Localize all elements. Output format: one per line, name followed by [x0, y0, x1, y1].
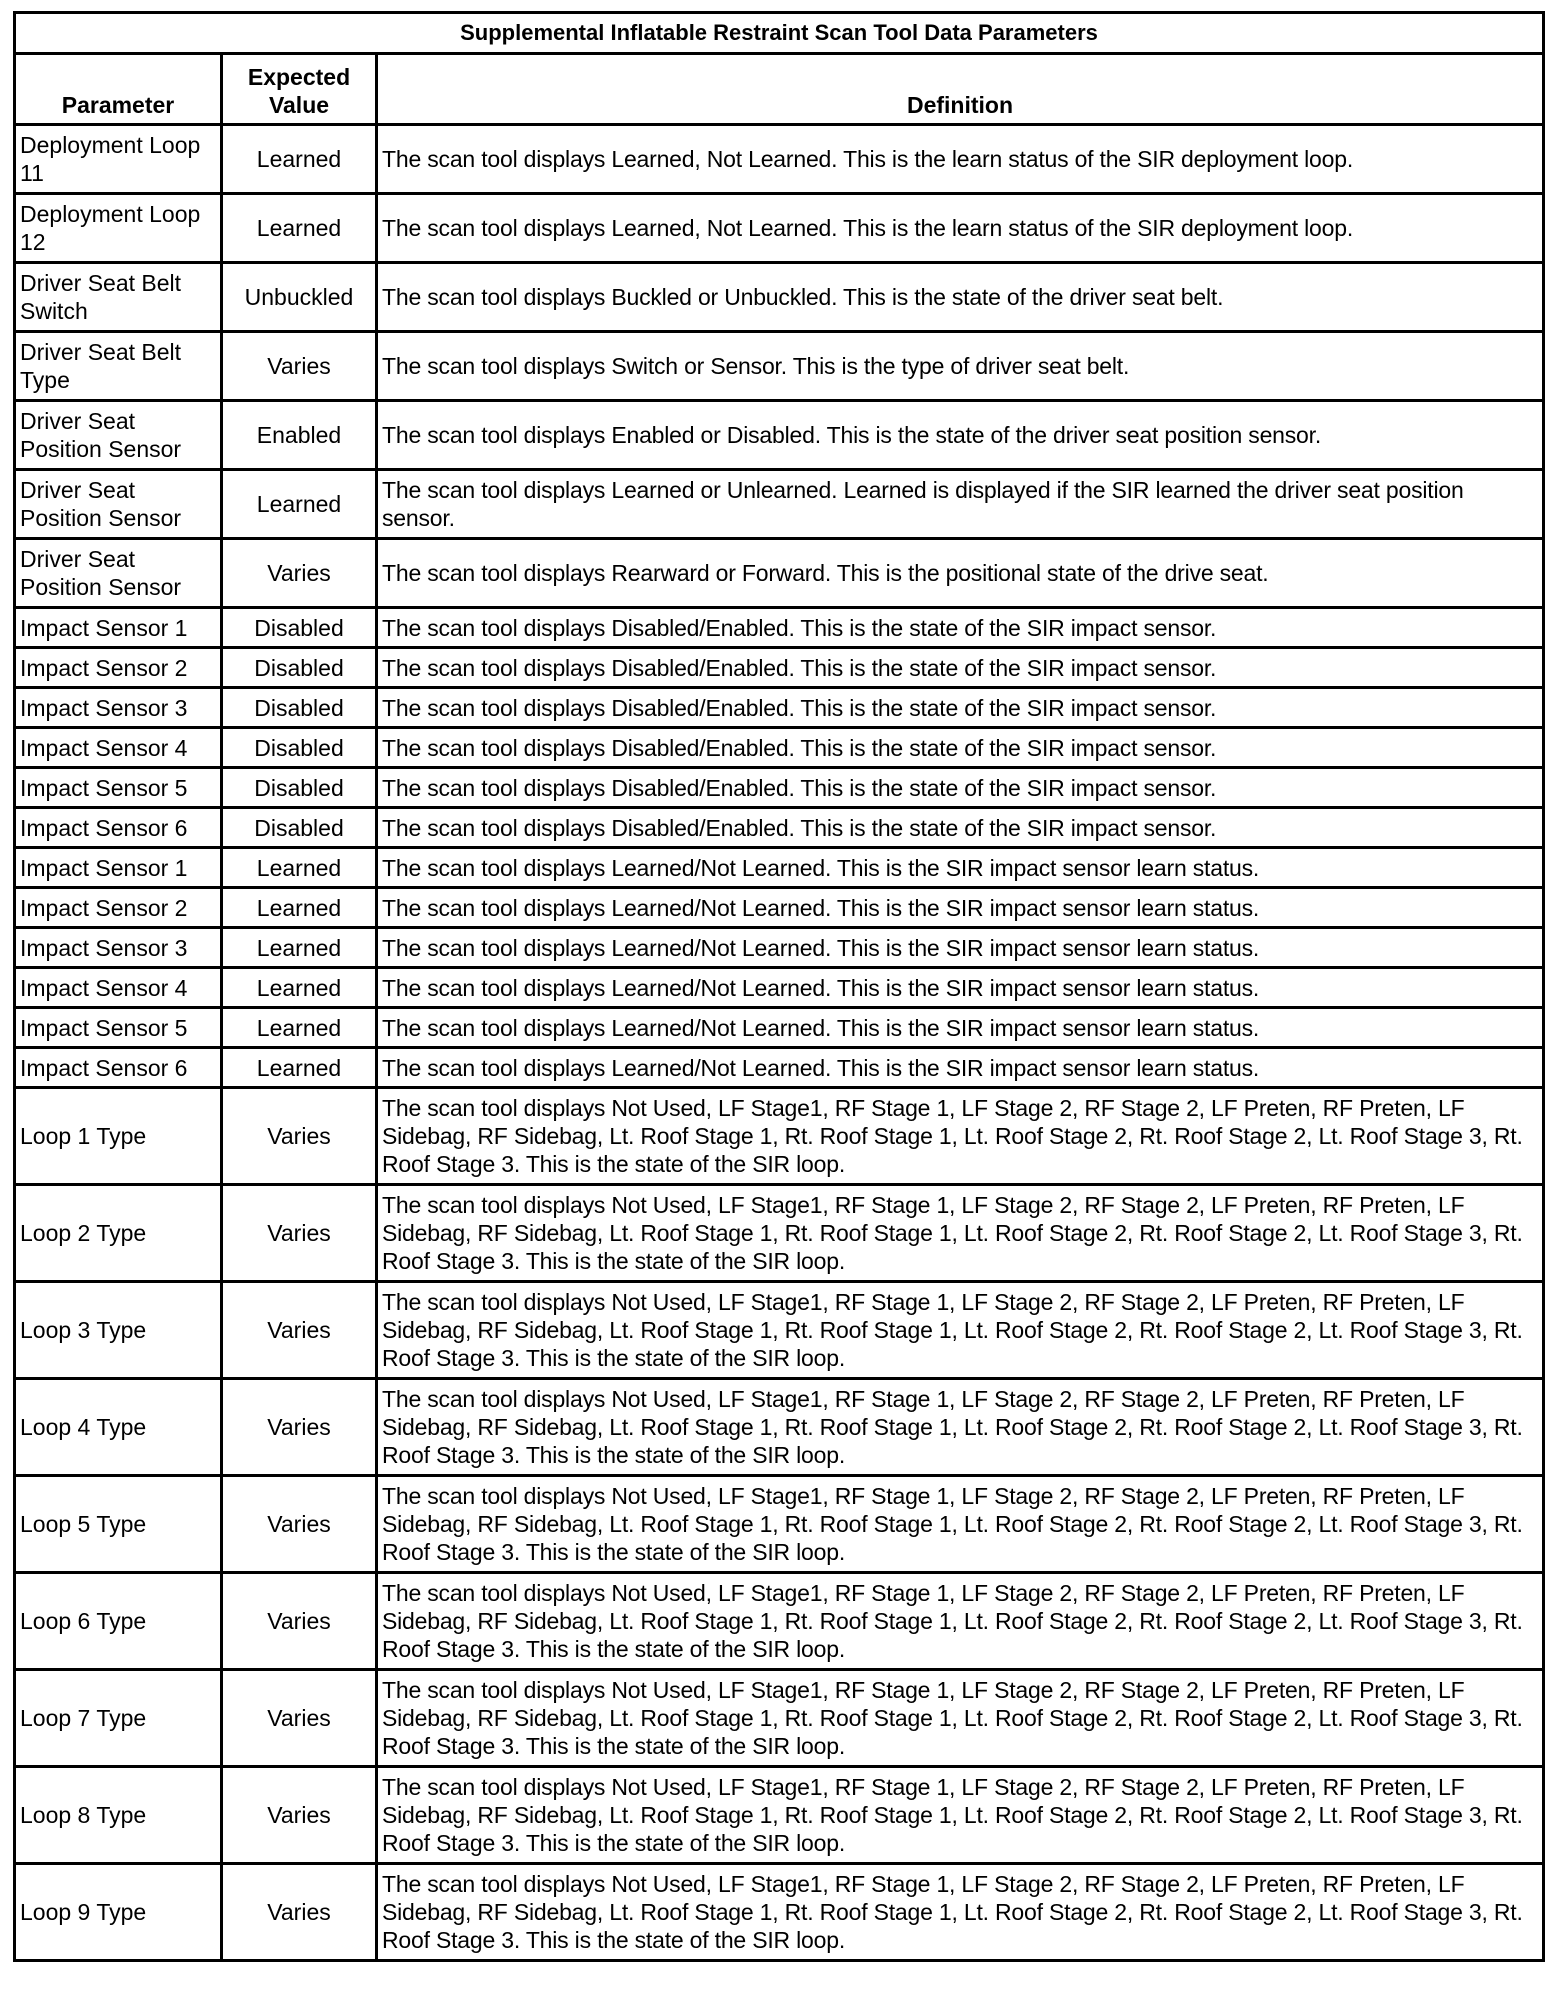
table-row	[15, 1476, 1544, 1573]
table-row	[15, 968, 1544, 1008]
definition-cell: The scan tool displays Learned or Unlearned. Learned is displayed if the SIR learned the driver seat position sensor.	[377, 470, 1544, 539]
parameter-cell: Impact Sensor 2	[15, 648, 222, 688]
expected-value-cell: Varies	[222, 1670, 377, 1767]
expected-value-cell: Disabled	[222, 648, 377, 688]
parameter-cell: Impact Sensor 2	[15, 888, 222, 928]
expected-value-cell: Learned	[222, 125, 377, 194]
definition-cell: The scan tool displays Learned/Not Learned. This is the SIR impact sensor learn status.	[377, 888, 1544, 928]
table-title: Supplemental Inflatable Restraint Scan Tool Data Parameters	[15, 13, 1544, 54]
table-row	[15, 728, 1544, 768]
table-row	[15, 688, 1544, 728]
definition-cell: The scan tool displays Switch or Sensor. This is the type of driver seat belt.	[377, 332, 1544, 401]
expected-value-cell: Varies	[222, 1185, 377, 1282]
definition-cell: The scan tool displays Not Used, LF Stage1, RF Stage 1, LF Stage 2, RF Stage 2, LF Preten, RF Preten, LF Sidebag, RF Sidebag, Lt. Roof Stage 1, Rt. Roof Stage 1, Lt. Roof Stage 2, Rt. Roof Stage 2, Lt. Roof Stage 3, Rt. Roof Stage 3. This is the state of the SIR loop.	[377, 1282, 1544, 1379]
parameter-cell: Impact Sensor 1	[15, 608, 222, 648]
definition-cell: The scan tool displays Disabled/Enabled. This is the state of the SIR impact sensor.	[377, 728, 1544, 768]
parameter-cell: Driver Seat Position Sensor	[15, 470, 222, 539]
definition-cell: The scan tool displays Not Used, LF Stage1, RF Stage 1, LF Stage 2, RF Stage 2, LF Preten, RF Preten, LF Sidebag, RF Sidebag, Lt. Roof Stage 1, Rt. Roof Stage 1, Lt. Roof Stage 2, Rt. Roof Stage 2, Lt. Roof Stage 3, Rt. Roof Stage 3. This is the state of the SIR loop.	[377, 1573, 1544, 1670]
parameter-cell: Deployment Loop 11	[15, 125, 222, 194]
parameter-cell: Impact Sensor 5	[15, 768, 222, 808]
table-row	[15, 1379, 1544, 1476]
table-row	[15, 263, 1544, 332]
expected-value-cell: Unbuckled	[222, 263, 377, 332]
table-row	[15, 608, 1544, 648]
definition-cell: The scan tool displays Not Used, LF Stage1, RF Stage 1, LF Stage 2, RF Stage 2, LF Preten, RF Preten, LF Sidebag, RF Sidebag, Lt. Roof Stage 1, Rt. Roof Stage 1, Lt. Roof Stage 2, Rt. Roof Stage 2, Lt. Roof Stage 3, Rt. Roof Stage 3. This is the state of the SIR loop.	[377, 1864, 1544, 1961]
expected-value-cell: Varies	[222, 1767, 377, 1864]
parameter-cell: Loop 2 Type	[15, 1185, 222, 1282]
table-row	[15, 1670, 1544, 1767]
table-row	[15, 539, 1544, 608]
expected-value-cell: Learned	[222, 928, 377, 968]
expected-value-cell: Disabled	[222, 688, 377, 728]
table-row	[15, 1864, 1544, 1961]
parameter-cell: Impact Sensor 1	[15, 848, 222, 888]
definition-cell: The scan tool displays Not Used, LF Stage1, RF Stage 1, LF Stage 2, RF Stage 2, LF Preten, RF Preten, LF Sidebag, RF Sidebag, Lt. Roof Stage 1, Rt. Roof Stage 1, Lt. Roof Stage 2, Rt. Roof Stage 2, Lt. Roof Stage 3, Rt. Roof Stage 3. This is the state of the SIR loop.	[377, 1379, 1544, 1476]
table-row	[15, 1008, 1544, 1048]
table-body	[15, 125, 1544, 1961]
scan-tool-data-table	[13, 11, 1545, 1962]
parameter-cell: Impact Sensor 4	[15, 968, 222, 1008]
definition-cell: The scan tool displays Disabled/Enabled. This is the state of the SIR impact sensor.	[377, 688, 1544, 728]
definition-cell: The scan tool displays Buckled or Unbuckled. This is the state of the driver seat belt.	[377, 263, 1544, 332]
definition-cell: The scan tool displays Learned, Not Learned. This is the learn status of the SIR deployment loop.	[377, 125, 1544, 194]
parameter-cell: Impact Sensor 4	[15, 728, 222, 768]
expected-value-cell: Disabled	[222, 768, 377, 808]
expected-value-cell: Varies	[222, 1088, 377, 1185]
table-row	[15, 125, 1544, 194]
table-row	[15, 848, 1544, 888]
definition-cell: The scan tool displays Disabled/Enabled. This is the state of the SIR impact sensor.	[377, 608, 1544, 648]
definition-cell: The scan tool displays Learned/Not Learned. This is the SIR impact sensor learn status.	[377, 968, 1544, 1008]
parameter-cell: Driver Seat Belt Switch	[15, 263, 222, 332]
expected-value-cell: Varies	[222, 1476, 377, 1573]
expected-value-cell: Varies	[222, 1573, 377, 1670]
header-parameter: Parameter	[15, 54, 222, 125]
table-row	[15, 194, 1544, 263]
expected-value-cell: Varies	[222, 539, 377, 608]
parameter-cell: Loop 9 Type	[15, 1864, 222, 1961]
definition-cell: The scan tool displays Disabled/Enabled. This is the state of the SIR impact sensor.	[377, 768, 1544, 808]
expected-value-cell: Enabled	[222, 401, 377, 470]
definition-cell: The scan tool displays Disabled/Enabled. This is the state of the SIR impact sensor.	[377, 808, 1544, 848]
parameter-cell: Impact Sensor 5	[15, 1008, 222, 1048]
parameter-cell: Loop 8 Type	[15, 1767, 222, 1864]
header-definition: Definition	[377, 54, 1544, 125]
definition-cell: The scan tool displays Not Used, LF Stage1, RF Stage 1, LF Stage 2, RF Stage 2, LF Preten, RF Preten, LF Sidebag, RF Sidebag, Lt. Roof Stage 1, Rt. Roof Stage 1, Lt. Roof Stage 2, Rt. Roof Stage 2, Lt. Roof Stage 3, Rt. Roof Stage 3. This is the state of the SIR loop.	[377, 1670, 1544, 1767]
expected-value-cell: Learned	[222, 848, 377, 888]
expected-value-cell: Learned	[222, 1048, 377, 1088]
table-row	[15, 888, 1544, 928]
header-expected-value: Expected Value	[222, 54, 377, 125]
parameter-cell: Loop 1 Type	[15, 1088, 222, 1185]
expected-value-cell: Learned	[222, 1008, 377, 1048]
definition-cell: The scan tool displays Not Used, LF Stage1, RF Stage 1, LF Stage 2, RF Stage 2, LF Preten, RF Preten, LF Sidebag, RF Sidebag, Lt. Roof Stage 1, Rt. Roof Stage 1, Lt. Roof Stage 2, Rt. Roof Stage 2, Lt. Roof Stage 3, Rt. Roof Stage 3. This is the state of the SIR loop.	[377, 1088, 1544, 1185]
table-row	[15, 332, 1544, 401]
parameter-cell: Loop 3 Type	[15, 1282, 222, 1379]
parameter-cell: Impact Sensor 3	[15, 928, 222, 968]
expected-value-cell: Learned	[222, 194, 377, 263]
table-row	[15, 1573, 1544, 1670]
parameter-cell: Driver Seat Position Sensor	[15, 401, 222, 470]
table-row	[15, 648, 1544, 688]
expected-value-cell: Varies	[222, 332, 377, 401]
table-row	[15, 1088, 1544, 1185]
table-row	[15, 401, 1544, 470]
table-row	[15, 1767, 1544, 1864]
expected-value-cell: Learned	[222, 968, 377, 1008]
parameter-cell: Loop 4 Type	[15, 1379, 222, 1476]
definition-cell: The scan tool displays Not Used, LF Stage1, RF Stage 1, LF Stage 2, RF Stage 2, LF Preten, RF Preten, LF Sidebag, RF Sidebag, Lt. Roof Stage 1, Rt. Roof Stage 1, Lt. Roof Stage 2, Rt. Roof Stage 2, Lt. Roof Stage 3, Rt. Roof Stage 3. This is the state of the SIR loop.	[377, 1185, 1544, 1282]
definition-cell: The scan tool displays Not Used, LF Stage1, RF Stage 1, LF Stage 2, RF Stage 2, LF Preten, RF Preten, LF Sidebag, RF Sidebag, Lt. Roof Stage 1, Rt. Roof Stage 1, Lt. Roof Stage 2, Rt. Roof Stage 2, Lt. Roof Stage 3, Rt. Roof Stage 3. This is the state of the SIR loop.	[377, 1767, 1544, 1864]
definition-cell: The scan tool displays Learned/Not Learned. This is the SIR impact sensor learn status.	[377, 848, 1544, 888]
definition-cell: The scan tool displays Rearward or Forward. This is the positional state of the drive seat.	[377, 539, 1544, 608]
definition-cell: The scan tool displays Disabled/Enabled. This is the state of the SIR impact sensor.	[377, 648, 1544, 688]
definition-cell: The scan tool displays Learned/Not Learned. This is the SIR impact sensor learn status.	[377, 1008, 1544, 1048]
expected-value-cell: Disabled	[222, 728, 377, 768]
table-row	[15, 1048, 1544, 1088]
parameter-cell: Driver Seat Belt Type	[15, 332, 222, 401]
table-row	[15, 1185, 1544, 1282]
expected-value-cell: Learned	[222, 470, 377, 539]
parameter-cell: Loop 5 Type	[15, 1476, 222, 1573]
parameter-cell: Loop 7 Type	[15, 1670, 222, 1767]
definition-cell: The scan tool displays Learned/Not Learned. This is the SIR impact sensor learn status.	[377, 1048, 1544, 1088]
expected-value-cell: Learned	[222, 888, 377, 928]
definition-cell: The scan tool displays Learned, Not Learned. This is the learn status of the SIR deployment loop.	[377, 194, 1544, 263]
table-row	[15, 470, 1544, 539]
expected-value-cell: Varies	[222, 1379, 377, 1476]
parameter-cell: Deployment Loop 12	[15, 194, 222, 263]
parameter-cell: Impact Sensor 3	[15, 688, 222, 728]
expected-value-cell: Disabled	[222, 608, 377, 648]
definition-cell: The scan tool displays Enabled or Disabled. This is the state of the driver seat position sensor.	[377, 401, 1544, 470]
expected-value-cell: Varies	[222, 1864, 377, 1961]
definition-cell: The scan tool displays Not Used, LF Stage1, RF Stage 1, LF Stage 2, RF Stage 2, LF Preten, RF Preten, LF Sidebag, RF Sidebag, Lt. Roof Stage 1, Rt. Roof Stage 1, Lt. Roof Stage 2, Rt. Roof Stage 2, Lt. Roof Stage 3, Rt. Roof Stage 3. This is the state of the SIR loop.	[377, 1476, 1544, 1573]
table-row	[15, 928, 1544, 968]
expected-value-cell: Disabled	[222, 808, 377, 848]
parameter-cell: Impact Sensor 6	[15, 808, 222, 848]
table-row	[15, 808, 1544, 848]
table-row	[15, 768, 1544, 808]
parameter-cell: Loop 6 Type	[15, 1573, 222, 1670]
definition-cell: The scan tool displays Learned/Not Learned. This is the SIR impact sensor learn status.	[377, 928, 1544, 968]
table-row	[15, 1282, 1544, 1379]
parameter-cell: Driver Seat Position Sensor	[15, 539, 222, 608]
expected-value-cell: Varies	[222, 1282, 377, 1379]
parameter-cell: Impact Sensor 6	[15, 1048, 222, 1088]
